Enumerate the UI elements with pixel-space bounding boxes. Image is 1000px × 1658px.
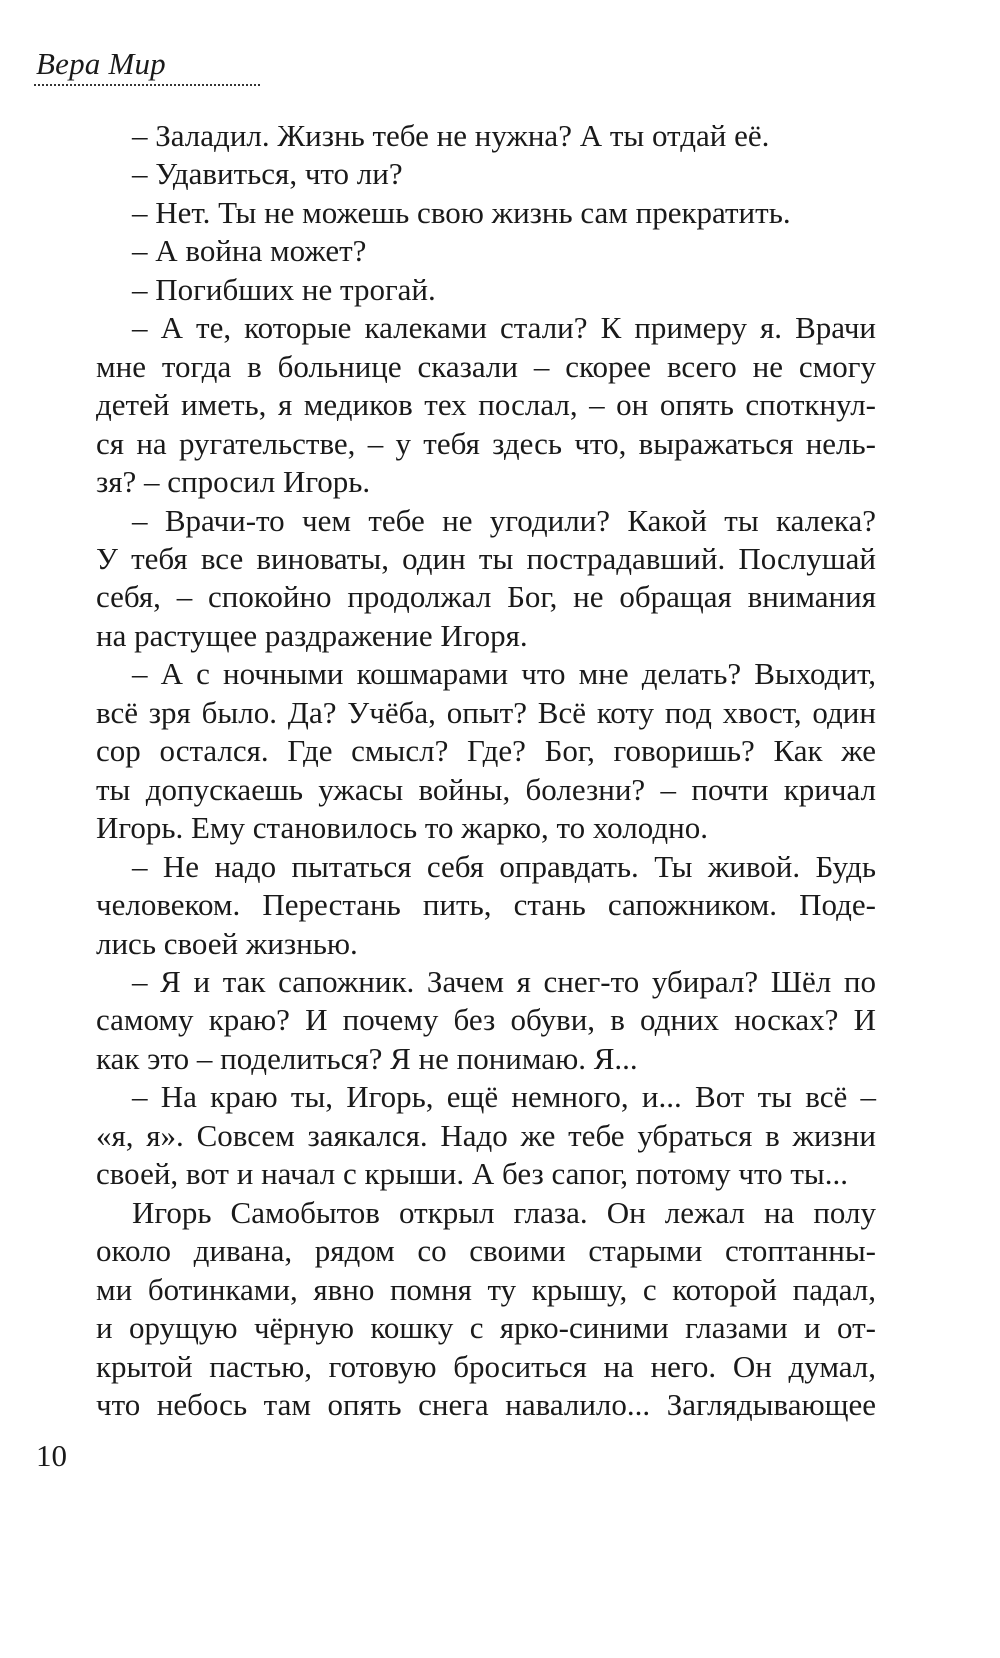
text-line: детей иметь, я медиков тех послал, – он опять споткнул- [96, 387, 876, 423]
text-line: – А те, которые калеками стали? К примеру я. Врачи [132, 310, 876, 346]
text-line: крытой пастью, готовую броситься на него. Он думал, [96, 1348, 876, 1384]
text-line: самому краю? И почему без обуви, в одних носках? И [96, 1002, 876, 1038]
text-line: – Нет. Ты не можешь свою жизнь сам прекратить. [132, 194, 791, 230]
text-line: мне тогда в больнице сказали – скорее всего не смогу [96, 348, 876, 384]
text-line: ты допускаешь ужасы войны, болезни? – почти кричал [96, 771, 876, 807]
text-line: зя? – спросил Игорь. [96, 464, 371, 500]
dotted-rule [34, 84, 260, 86]
text-line: на растущее раздражение Игоря. [96, 617, 528, 653]
text-line: сор остался. Где смысл? Где? Бог, говоришь? Как же [96, 733, 876, 769]
text-line: У тебя все виноваты, один ты пострадавший. Послушай [96, 540, 876, 576]
text-line: – Не надо пытаться себя оправдать. Ты живой. Будь [132, 848, 876, 884]
text-line: – Я и так сапожник. Зачем я снег-то убирал? Шёл по [132, 963, 876, 999]
text-line: как это – поделиться? Я не понимаю. Я... [96, 1040, 638, 1076]
text-line: что небось там опять снега навалило... Заглядывающее [96, 1386, 876, 1422]
text-line: – Удавиться, что ли? [132, 156, 403, 192]
text-line: ми ботинками, явно помня ту крышу, с которой падал, [96, 1271, 876, 1307]
text-line: себя, – спокойно продолжал Бог, не обращая внимания [96, 579, 876, 615]
running-head-author: Вера Мир [36, 46, 166, 81]
text-line: – А с ночными кошмарами что мне делать? Выходит, [132, 656, 876, 692]
text-line: – А война может? [132, 233, 367, 269]
text-line: Игорь Самобытов открыл глаза. Он лежал на полу [132, 1194, 876, 1230]
page-number: 10 [36, 1438, 67, 1473]
body-text [96, 117, 876, 1424]
text-line: – Заладил. Жизнь тебе не нужна? А ты отдай её. [132, 118, 770, 153]
text-line: лись своей жизнью. [96, 925, 358, 961]
text-line: «я, я». Совсем заякался. Надо же тебе убраться в жизни [96, 1117, 876, 1153]
text-line: своей, вот и начал с крыши. А без сапог, потому что ты... [96, 1156, 849, 1192]
text-line: и орущую чёрную кошку с ярко-синими глазами и от- [96, 1310, 876, 1346]
text-line: ся на ругательстве, – у тебя здесь что, выражаться нель- [96, 425, 876, 461]
text-line: около дивана, рядом со своими старыми стоптанны- [96, 1233, 876, 1269]
text-line: – На краю ты, Игорь, ещё немного, и... Вот ты всё – [132, 1079, 876, 1115]
text-line: человеком. Перестань пить, стань сапожником. Поде- [96, 887, 876, 923]
text-line: всё зря было. Да? Учёба, опыт? Всё коту под хвост, один [96, 694, 876, 730]
text-line: – Погибших не трогай. [132, 271, 436, 307]
text-line: Игорь. Ему становилось то жарко, то холодно. [96, 810, 708, 846]
text-line: – Врачи-то чем тебе не угодили? Какой ты калека? [132, 502, 876, 538]
